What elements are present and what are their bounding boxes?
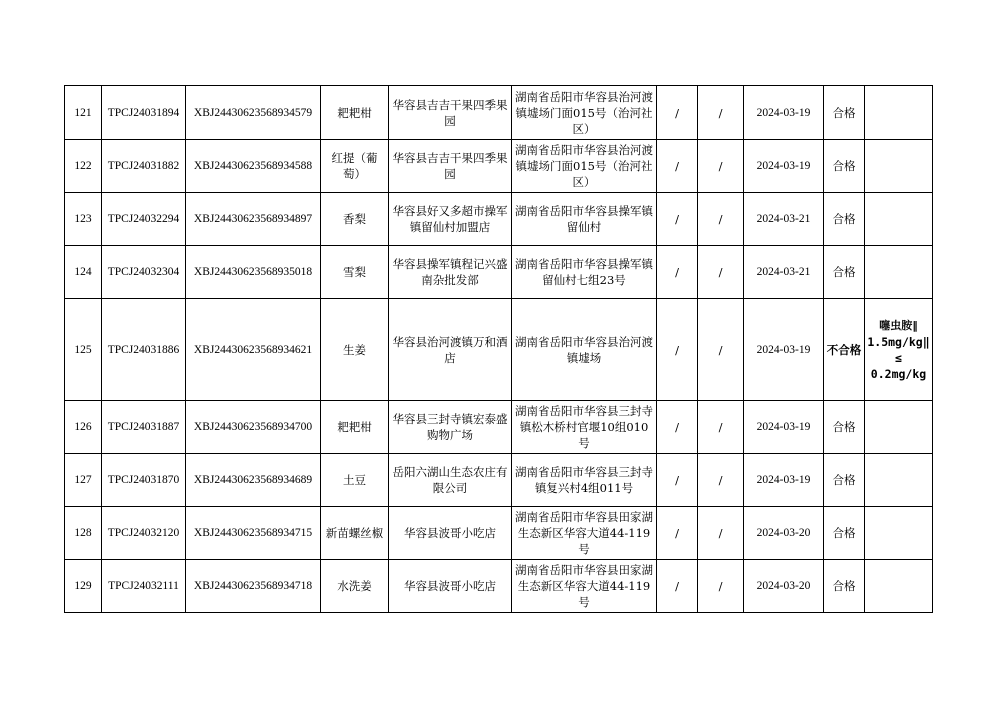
row-number: 121 bbox=[65, 86, 102, 140]
unqualified-item-note bbox=[865, 140, 933, 193]
product-name: 耙耙柑 bbox=[321, 401, 389, 454]
store-address: 湖南省岳阳市华容县操军镇留仙村 bbox=[512, 193, 657, 246]
unqualified-item-note bbox=[865, 299, 933, 401]
note-limit: 0.2mg/kg bbox=[870, 366, 927, 381]
product-name: 耙耙柑 bbox=[321, 86, 389, 140]
slash-cell: / bbox=[657, 507, 698, 560]
task-number: TPCJ24032304 bbox=[102, 246, 186, 299]
slash-cell: / bbox=[698, 401, 744, 454]
slash-cell: / bbox=[698, 140, 744, 193]
note-sym: ≤ bbox=[895, 350, 902, 365]
sample-number: XBJ24430623568934897 bbox=[186, 193, 321, 246]
table-row bbox=[65, 507, 933, 560]
sample-number: XBJ24430623568934718 bbox=[186, 560, 321, 613]
store-address: 湖南省岳阳市华容县治河渡镇墟场 bbox=[512, 299, 657, 401]
slash-cell: / bbox=[657, 193, 698, 246]
table-row bbox=[65, 560, 933, 613]
sample-number: XBJ24430623568934621 bbox=[186, 299, 321, 401]
sampling-date: 2024-03-20 bbox=[744, 507, 824, 560]
product-name: 生姜 bbox=[321, 299, 389, 401]
slash-cell: / bbox=[657, 246, 698, 299]
slash-cell: / bbox=[657, 401, 698, 454]
row-number: 127 bbox=[65, 454, 102, 507]
product-name: 香梨 bbox=[321, 193, 389, 246]
store-address: 湖南省岳阳市华容县三封寺镇松木桥村官堰10组010号 bbox=[512, 401, 657, 454]
sample-number: XBJ24430623568935018 bbox=[186, 246, 321, 299]
sample-number: XBJ24430623568934588 bbox=[186, 140, 321, 193]
row-number: 122 bbox=[65, 140, 102, 193]
unqualified-item-note bbox=[865, 86, 933, 140]
slash-cell: / bbox=[698, 454, 744, 507]
sample-number: XBJ24430623568934700 bbox=[186, 401, 321, 454]
slash-cell: / bbox=[657, 86, 698, 140]
product-name: 土豆 bbox=[321, 454, 389, 507]
store-name: 华容县治河渡镇万和酒店 bbox=[389, 299, 512, 401]
sampling-date: 2024-03-19 bbox=[744, 454, 824, 507]
table-row bbox=[65, 246, 933, 299]
store-name: 华容县波哥小吃店 bbox=[389, 507, 512, 560]
unqualified-item-note bbox=[865, 507, 933, 560]
store-name: 华容县吉吉干果四季果园 bbox=[389, 86, 512, 140]
unqualified-item-note bbox=[865, 454, 933, 507]
row-number: 128 bbox=[65, 507, 102, 560]
store-address: 湖南省岳阳市华容县田家湖生态新区华容大道44-119号 bbox=[512, 560, 657, 613]
table-row bbox=[65, 86, 933, 140]
row-number: 124 bbox=[65, 246, 102, 299]
store-name: 华容县吉吉干果四季果园 bbox=[389, 140, 512, 193]
store-address: 湖南省岳阳市华容县三封寺镇复兴村4组011号 bbox=[512, 454, 657, 507]
sampling-date: 2024-03-21 bbox=[744, 246, 824, 299]
unqualified-item-note bbox=[865, 246, 933, 299]
result-status: 合格 bbox=[824, 86, 865, 140]
row-number: 129 bbox=[65, 560, 102, 613]
slash-cell: / bbox=[657, 560, 698, 613]
task-number: TPCJ24031887 bbox=[102, 401, 186, 454]
table-row bbox=[65, 401, 933, 454]
slash-cell: / bbox=[698, 246, 744, 299]
sample-number: XBJ24430623568934689 bbox=[186, 454, 321, 507]
unqualified-item-note bbox=[865, 401, 933, 454]
unqualified-item-note bbox=[865, 560, 933, 613]
sample-number: XBJ24430623568934715 bbox=[186, 507, 321, 560]
store-name: 岳阳六湖山生态农庄有限公司 bbox=[389, 454, 512, 507]
product-name: 水洗姜 bbox=[321, 560, 389, 613]
result-status: 合格 bbox=[824, 507, 865, 560]
sampling-date: 2024-03-19 bbox=[744, 86, 824, 140]
table-row bbox=[65, 140, 933, 193]
row-number: 126 bbox=[65, 401, 102, 454]
sample-number: XBJ24430623568934579 bbox=[186, 86, 321, 140]
sampling-date: 2024-03-19 bbox=[744, 401, 824, 454]
task-number: TPCJ24031870 bbox=[102, 454, 186, 507]
task-number: TPCJ24031886 bbox=[102, 299, 186, 401]
store-name: 华容县操军镇程记兴盛南杂批发部 bbox=[389, 246, 512, 299]
task-number: TPCJ24031882 bbox=[102, 140, 186, 193]
product-name: 新苗螺丝椒 bbox=[321, 507, 389, 560]
slash-cell: / bbox=[657, 140, 698, 193]
slash-cell: / bbox=[698, 299, 744, 401]
task-number: TPCJ24031894 bbox=[102, 86, 186, 140]
sampling-date: 2024-03-19 bbox=[744, 299, 824, 401]
note-name: 噻虫胺‖ bbox=[879, 318, 918, 332]
store-name: 华容县三封寺镇宏泰盛购物广场 bbox=[389, 401, 512, 454]
result-status: 不合格 bbox=[824, 299, 865, 401]
sampling-date: 2024-03-20 bbox=[744, 560, 824, 613]
product-name: 红提（葡萄） bbox=[321, 140, 389, 193]
slash-cell: / bbox=[698, 507, 744, 560]
task-number: TPCJ24032111 bbox=[102, 560, 186, 613]
unqualified-item-note bbox=[865, 193, 933, 246]
table-row bbox=[65, 193, 933, 246]
store-address: 湖南省岳阳市华容县田家湖生态新区华容大道44-119号 bbox=[512, 507, 657, 560]
product-name: 雪梨 bbox=[321, 246, 389, 299]
slash-cell: / bbox=[698, 560, 744, 613]
task-number: TPCJ24032294 bbox=[102, 193, 186, 246]
slash-cell: / bbox=[657, 454, 698, 507]
result-status: 合格 bbox=[824, 193, 865, 246]
table-row bbox=[65, 299, 933, 401]
row-number: 123 bbox=[65, 193, 102, 246]
slash-cell: / bbox=[698, 86, 744, 140]
slash-cell: / bbox=[657, 299, 698, 401]
sampling-date: 2024-03-21 bbox=[744, 193, 824, 246]
result-status: 合格 bbox=[824, 454, 865, 507]
result-status: 合格 bbox=[824, 140, 865, 193]
result-status: 合格 bbox=[824, 401, 865, 454]
table-body bbox=[65, 86, 933, 613]
store-address: 湖南省岳阳市华容县治河渡镇墟场门面015号（治河社区） bbox=[512, 86, 657, 140]
store-name: 华容县好又多超市操军镇留仙村加盟店 bbox=[389, 193, 512, 246]
store-address: 湖南省岳阳市华容县操军镇留仙村七组23号 bbox=[512, 246, 657, 299]
sampling-date: 2024-03-19 bbox=[744, 140, 824, 193]
table-row bbox=[65, 454, 933, 507]
task-number: TPCJ24032120 bbox=[102, 507, 186, 560]
store-address: 湖南省岳阳市华容县治河渡镇墟场门面015号（治河社区） bbox=[512, 140, 657, 193]
store-name: 华容县波哥小吃店 bbox=[389, 560, 512, 613]
slash-cell: / bbox=[698, 193, 744, 246]
inspection-results-table bbox=[64, 85, 933, 613]
note-value: 1.5mg/kg‖ bbox=[867, 334, 930, 349]
row-number: 125 bbox=[65, 299, 102, 401]
result-status: 合格 bbox=[824, 560, 865, 613]
result-status: 合格 bbox=[824, 246, 865, 299]
